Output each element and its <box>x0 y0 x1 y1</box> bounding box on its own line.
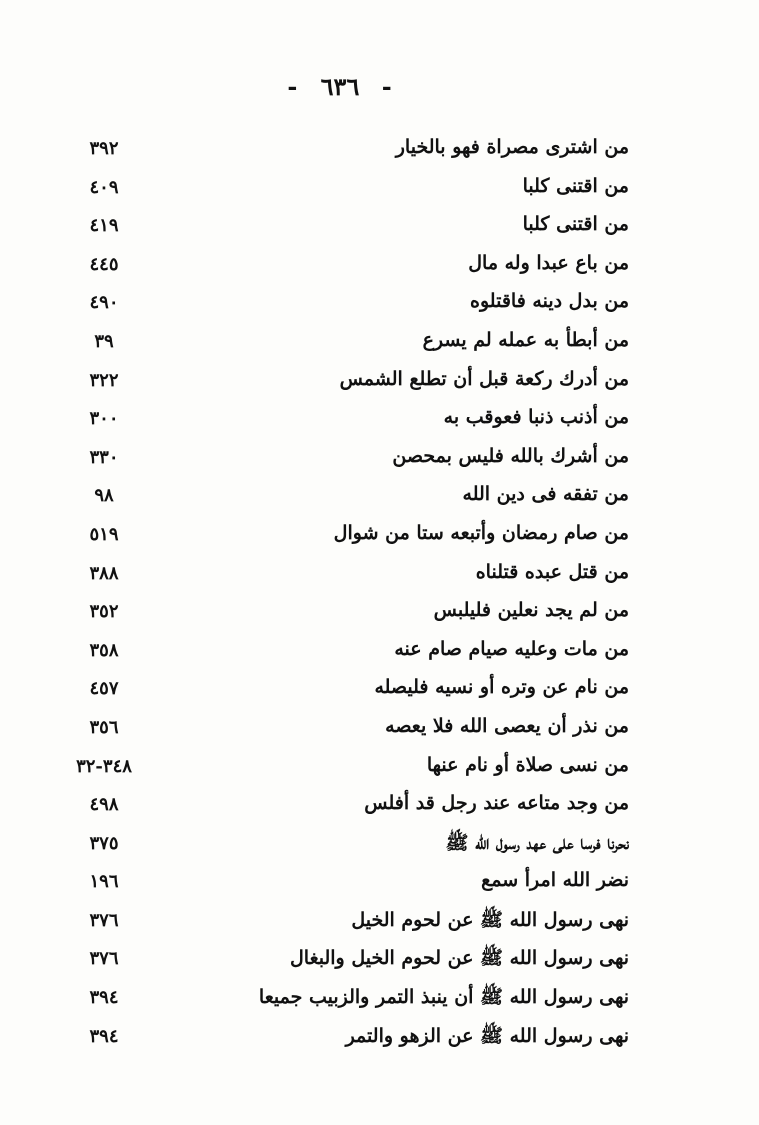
index-entry <box>74 132 629 171</box>
index-entry <box>74 402 629 441</box>
entry-page-number: ٥١٩ <box>89 523 119 545</box>
entry-page-number: ٣٥٢ <box>89 601 119 623</box>
entry-text: نهى رسول الله ﷺ عن لحوم الخيل والبغال <box>289 947 629 970</box>
index-entry <box>74 827 629 866</box>
entry-page-number: ٤٠٩ <box>89 176 119 198</box>
entry-text: نهى رسول الله ﷺ عن لحوم الخيل <box>351 908 629 931</box>
entry-page-number: ٣٤٨-٣٢ <box>76 755 132 777</box>
entry-text: من نسى صلاة أو نام عنها <box>426 753 629 776</box>
entry-page-number: ٣٩٤ <box>89 987 119 1009</box>
entry-page-number: ٣٩٢ <box>89 138 119 159</box>
page-number-value: ٦٣٦ <box>320 72 360 101</box>
entry-page-number: ٣٧٥ <box>89 832 119 854</box>
entry-page-number: ٣٠٠ <box>89 408 119 430</box>
entry-text: من أشرك بالله فليس بمحصن <box>392 444 629 467</box>
entry-text: من لم يجد نعلين فليلبس <box>433 599 629 622</box>
page-number <box>0 72 680 101</box>
index-entry <box>74 595 629 634</box>
index-entry <box>74 1020 629 1059</box>
entry-text: من باع عبدا وله مال <box>468 251 629 274</box>
index-entry <box>74 672 629 711</box>
index-entry <box>74 865 629 904</box>
page-number-dash-right: - <box>287 72 299 101</box>
entry-page-number: ٣٩ <box>94 330 114 352</box>
index-entry <box>74 171 629 210</box>
entry-page-number: ٣٨٨ <box>89 562 119 584</box>
entry-page-number: ٣٧٦ <box>89 948 119 970</box>
entry-text: من نذر أن يعصى الله فلا يعصه <box>385 714 629 737</box>
entry-page-number: ٩٨ <box>94 485 114 507</box>
entry-text: نهى رسول الله ﷺ عن الزهو والتمر <box>345 1024 629 1047</box>
entry-text: من وجد متاعه عند رجل قد أفلس <box>364 792 629 815</box>
entry-page-number: ٣٧٦ <box>89 909 119 931</box>
index-entry <box>74 750 629 789</box>
entry-page-number: ٤١٩ <box>89 215 119 237</box>
entry-text: من بدل دينه فاقتلوه <box>470 290 629 313</box>
entry-text: من صام رمضان وأتبعه ستا من شوال <box>333 521 629 544</box>
entry-text: نضر الله امرأ سمع <box>481 869 629 892</box>
entry-text: من قتل عبده قتلناه <box>475 560 629 583</box>
index-entry <box>74 711 629 750</box>
entry-text: من اقتنى كلبا <box>522 174 629 197</box>
index-entry <box>74 209 629 248</box>
entry-page-number: ٣٥٦ <box>89 716 119 738</box>
index-entry <box>74 518 629 557</box>
entry-text: نهى رسول الله ﷺ أن ينبذ التمر والزبيب جميعا <box>258 986 629 1009</box>
entry-page-number: ٤٥٧ <box>89 678 119 700</box>
entry-text: من أبطأ به عمله لم يسرع <box>422 328 629 351</box>
entry-text: من اشترى مصراة فهو بالخيار <box>395 136 629 158</box>
hadith-index-list <box>74 132 629 1058</box>
entry-text: من أذنب ذنبا فعوقب به <box>443 406 629 429</box>
entry-page-number: ٣٢٢ <box>89 369 119 391</box>
index-entry <box>74 942 629 981</box>
entry-page-number: ٣٥٨ <box>89 639 119 661</box>
entry-page-number: ١٩٦ <box>89 871 119 893</box>
entry-page-number: ٤٤٥ <box>89 253 119 275</box>
entry-page-number: ٣٩٤ <box>89 1025 119 1047</box>
entry-text: من تفقه فى دين الله <box>462 483 629 506</box>
page-number-dash-left: - <box>381 72 393 101</box>
index-entry <box>74 788 629 827</box>
index-entry <box>74 325 629 364</box>
entry-text: من أدرك ركعة قبل أن تطلع الشمس <box>339 367 629 390</box>
entry-page-number: ٤٩٨ <box>89 794 119 816</box>
entry-text: من نام عن وتره أو نسيه فليصله <box>374 676 629 699</box>
index-entry <box>74 904 629 943</box>
index-entry <box>74 364 629 403</box>
index-entry <box>74 286 629 325</box>
index-entry <box>74 981 629 1020</box>
index-entry <box>74 557 629 596</box>
entry-text: من اقتنى كلبا <box>522 213 629 236</box>
index-entry <box>74 441 629 480</box>
entry-page-number: ٤٩٠ <box>89 292 119 314</box>
index-entry <box>74 479 629 518</box>
entry-text: من مات وعليه صيام صام عنه <box>394 637 629 660</box>
entry-text: نحرنا فرسا على عهد رسول الله ﷺ <box>445 831 629 854</box>
index-entry <box>74 634 629 673</box>
entry-page-number: ٣٣٠ <box>89 446 119 468</box>
index-entry <box>74 248 629 287</box>
